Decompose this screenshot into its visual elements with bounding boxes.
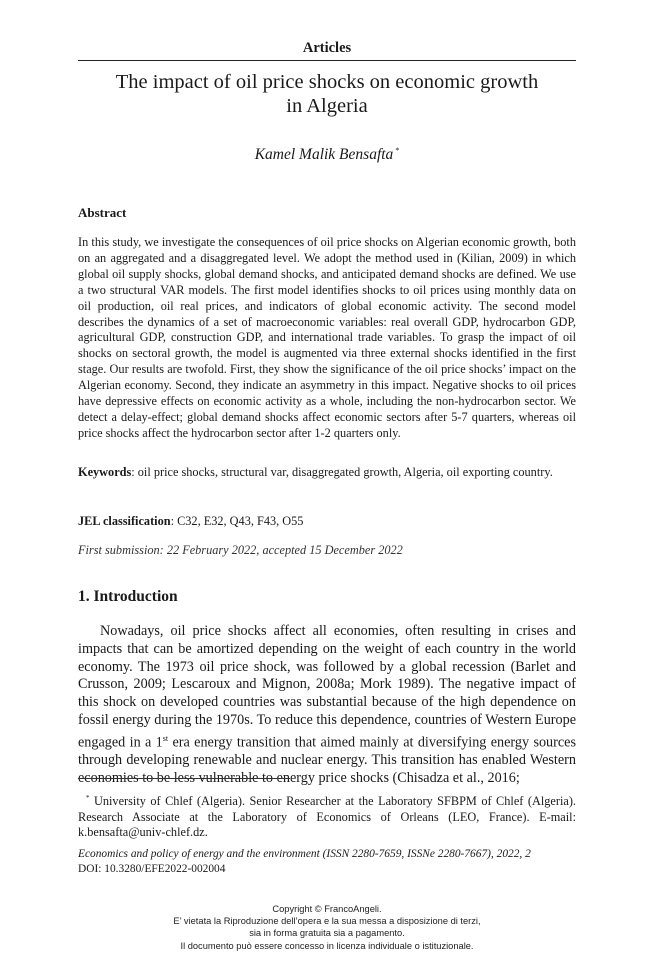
author-line <box>78 146 576 164</box>
title-line-2: in Algeria <box>286 95 368 117</box>
article-title <box>78 70 576 118</box>
introduction-paragraph <box>78 623 576 787</box>
journal-name: Economics and policy of energy and the environment (ISSN 2280-7659, ISSNe 2280-7667), 2022, 2 <box>78 848 531 860</box>
author-footnote <box>78 791 576 841</box>
author-name: Kamel Malik Bensafta <box>254 146 394 164</box>
header-rule <box>78 60 576 61</box>
copyright-line-4: Il documento può essere concesso in licenza individuale o istituzionale. <box>180 940 474 951</box>
keywords-label: Keywords <box>78 465 132 479</box>
intro-ordinal: st <box>162 733 169 743</box>
title-line-1: The impact of oil price shocks on economic growth <box>115 71 539 93</box>
keywords-text: : oil price shocks, structural var, disaggregated growth, Algeria, oil exporting country. <box>131 465 553 479</box>
doi[interactable]: DOI: 10.3280/EFE2022-002004 <box>78 862 226 875</box>
author-footnote-mark[interactable]: * <box>395 146 400 155</box>
section-heading-introduction: 1. Introduction <box>78 588 178 605</box>
submission-dates: First submission: 22 February 2022, accepted 15 December 2022 <box>78 543 403 557</box>
footnote-mark: * <box>86 794 90 802</box>
jel-label: JEL classification <box>78 514 171 528</box>
jel-classification <box>78 514 303 529</box>
footnote-text: University of Chlef (Algeria). Senior Researcher at the Laboratory SFBPM of Chlef (Algeria). Research Associate at the Laboratory of Economics of Orleans (LEO, France). E-mail: k.bensafta@univ-chlef.dz. <box>78 794 576 840</box>
intro-text-part-1: Nowadays, oil price shocks affect all economies, often resulting in crises and impacts that can be amortized depending on the weight of each country in the world economy. The 1973 oil price shock, was followed by a global recession (Barlet and Crusson, 2009; Lescaroux and Mignon, 2008a; Mork 1989). The negative impact of this shock on developed countries was substantial because of the high dependence on fossil energy during the 1970s. To reduce this dependence, countries of Western Europe engaged in a 1 <box>78 623 576 751</box>
copyright-notice <box>78 903 576 952</box>
jel-codes: : C32, E32, Q43, F43, O55 <box>170 514 304 528</box>
intro-text-part-2: era energy transition that aimed mainly at diversifying energy sources through developing renewable and nuclear energy. This transition has enabled Western economies to be less vulnerable to energy price shocks (Chisadza et al., 2016; <box>78 734 576 786</box>
copyright-line-2: E’ vietata la Riproduzione dell’opera e la sua messa a disposizione di terzi, <box>173 916 481 927</box>
journal-info <box>78 847 576 876</box>
abstract-text: In this study, we investigate the consequences of oil price shocks on Algerian economic growth, both on an aggregated and a disaggregated level. We adopt the method used in (Kilian, 2009) in which global oil supply shocks, global demand shocks, and anticipated demand shocks are defined. We use a two structural VAR models. The first model identifies shocks to oil prices using monthly data on oil production, oil real prices, and indicators of global economic activity. The second model describes the dynamics of a set of macroeconomic variables: real overall GDP, hydrocarbon GDP, agricultural GDP, construction GDP, and international trade variables. To grasp the impact of oil shocks on sectoral growth, the model is augmented via three external shocks identified in the first stage. Our results are twofold. First, they show the significance of the oil price shocks’ impact on the Algerian economy. Second, they indicate an asymmetry in this impact. Negative shocks to oil prices have depressive effects on economic activity as a whole, including the non-hydrocarbon sector. We detect a delay-effect; global demand shocks affect economic sectors after 5-7 quarters, whereas oil price shocks affect the hydrocarbon sector after 1-2 quarters only. <box>78 235 576 440</box>
abstract-heading: Abstract <box>78 205 127 220</box>
keywords <box>78 464 576 480</box>
copyright-line-3: sia in forma gratuita sia a pagamento. <box>249 928 405 939</box>
footnote-rule <box>78 778 290 779</box>
copyright-line-1: Copyright © FrancoAngeli. <box>272 904 382 914</box>
section-label: Articles <box>302 40 352 56</box>
